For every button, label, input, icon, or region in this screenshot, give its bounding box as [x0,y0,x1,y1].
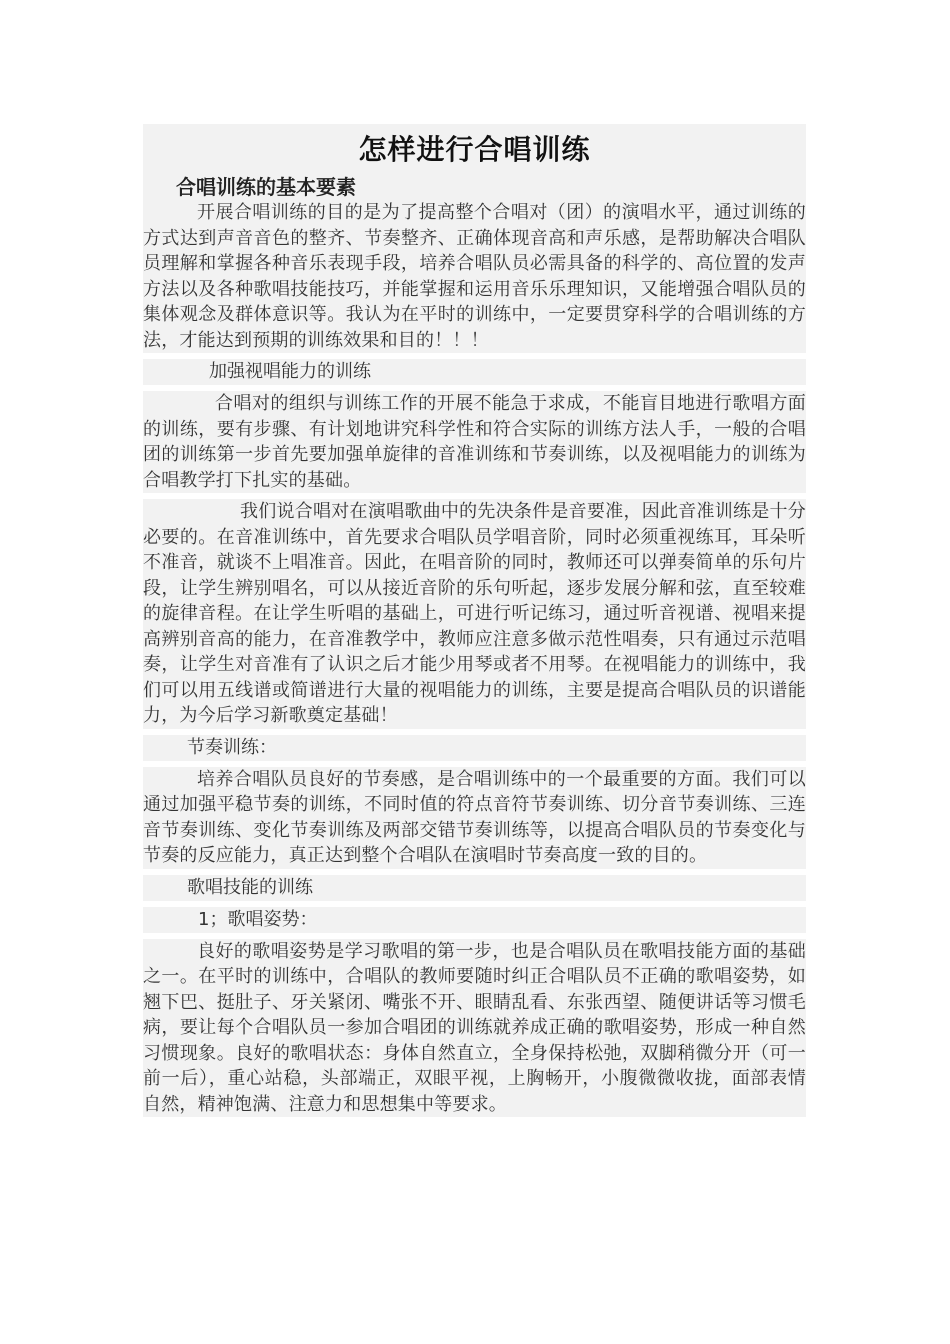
rhythm-heading: 节奏训练： [187,736,277,758]
section-heading: 合唱训练的基本要素 [176,175,356,199]
posture-heading-band [143,907,806,933]
document-title: 怎样进行合唱训练 [358,133,591,166]
intro-paragraph: 开展合唱训练的目的是为了提高整个合唱对（团）的演唱水平，通过训练的方式达到声音音色的整齐、节奏整齐、正确体现音高和声乐感，是帮助解决合唱队员理解和掌握各种音乐表现手段，培养合唱队员必需具备的科学的、高位置的发声方法以及各种歌唱技能技巧，并能掌握和运用音乐乐理知识，又能增强合唱队员的集体观念及群体意识等。我认为在平时的训练中，一定要贯穿科学的合唱训练的方法，才能达到预期的训练效果和目的！！！ [143,202,806,351]
section-heading-band [143,174,806,200]
rhythm-paragraph: 培养合唱队员良好的节奏感，是合唱训练中的一个最重要的方面。我们可以通过加强平稳节奏的训练，不同时值的符点音符节奏训练、切分音节奏训练、三连音节奏训练、变化节奏训练及两部交错节奏训练等，以提高合唱队员的节奏变化与节奏的反应能力，真正达到整个合唱队在演唱时节奏高度一致的目的。 [143,768,806,866]
sight-heading-band [143,359,806,385]
sight-p1-band [143,391,806,493]
sight-singing-paragraph-2: 我们说合唱对在演唱歌曲中的先决条件是音要准，因此音准训练是十分必要的。在音准训练中，首先要求合唱队员学唱音阶，同时必须重视练耳，耳朵听不准音，就谈不上唱准音。因此，在唱音阶的同时，教师还可以弹奏简单的乐句片段，让学生辨别唱名，可以从接近音阶的乐句听起，逐步发展分解和弦，直至较难的旋律音程。在让学生听唱的基础上，可进行听记练习，通过听音视谱、视唱来提高辨别音高的能力，在音准教学中，教师应注意多做示范性唱奏，只有通过示范唱奏，让学生对音准有了认识之后才能少用琴或者不用琴。在视唱能力的训练中，我们可以用五线谱或简谱进行大量的视唱能力的训练，主要是提高合唱队员的识谱能力，为今后学习新歌奠定基础！ [143,501,806,726]
rhythm-heading-band [143,735,806,761]
singing-skill-heading: 歌唱技能的训练 [187,876,313,898]
posture-paragraph: 良好的歌唱姿势是学习歌唱的第一步，也是合唱队员在歌唱技能方面的基础之一。在平时的训练中，合唱队的教师要随时纠正合唱队员不正确的歌唱姿势，如翘下巴、挺肚子、牙关紧闭、嘴张不开、眼睛乱看、东张西望、随便讲话等习惯毛病，要让每个合唱队员一参加合唱团的训练就养成正确的歌唱姿势，形成一种自然习惯现象。良好的歌唱状态：身体自然直立，全身保持松弛，双脚稍微分开（可一前一后），重心站稳，头部端正，双眼平视，上胸畅开，小腹微微收拢，面部表情自然，精神饱满、注意力和思想集中等要求。 [143,940,806,1115]
skill-heading-band [143,875,806,901]
posture-band [143,939,806,1118]
sight-singing-heading: 加强视唱能力的训练 [209,361,371,382]
sight-singing-paragraph-1: 合唱对的组织与训练工作的开展不能急于求成，不能盲目地进行歌唱方面的训练，要有步骤、有计划地讲究科学性和符合实际的训练方法人手，一般的合唱团的训练第一步首先要加强单旋律的音准训练和节奏训练，以及视唱能力的训练为合唱教学打下扎实的基础。 [143,393,806,491]
intro-band [143,200,806,353]
posture-heading: 1；歌唱姿势： [198,908,318,930]
title-band [143,124,806,174]
rhythm-band [143,767,806,869]
document-page [143,124,806,1117]
sight-p2-band [143,499,806,729]
